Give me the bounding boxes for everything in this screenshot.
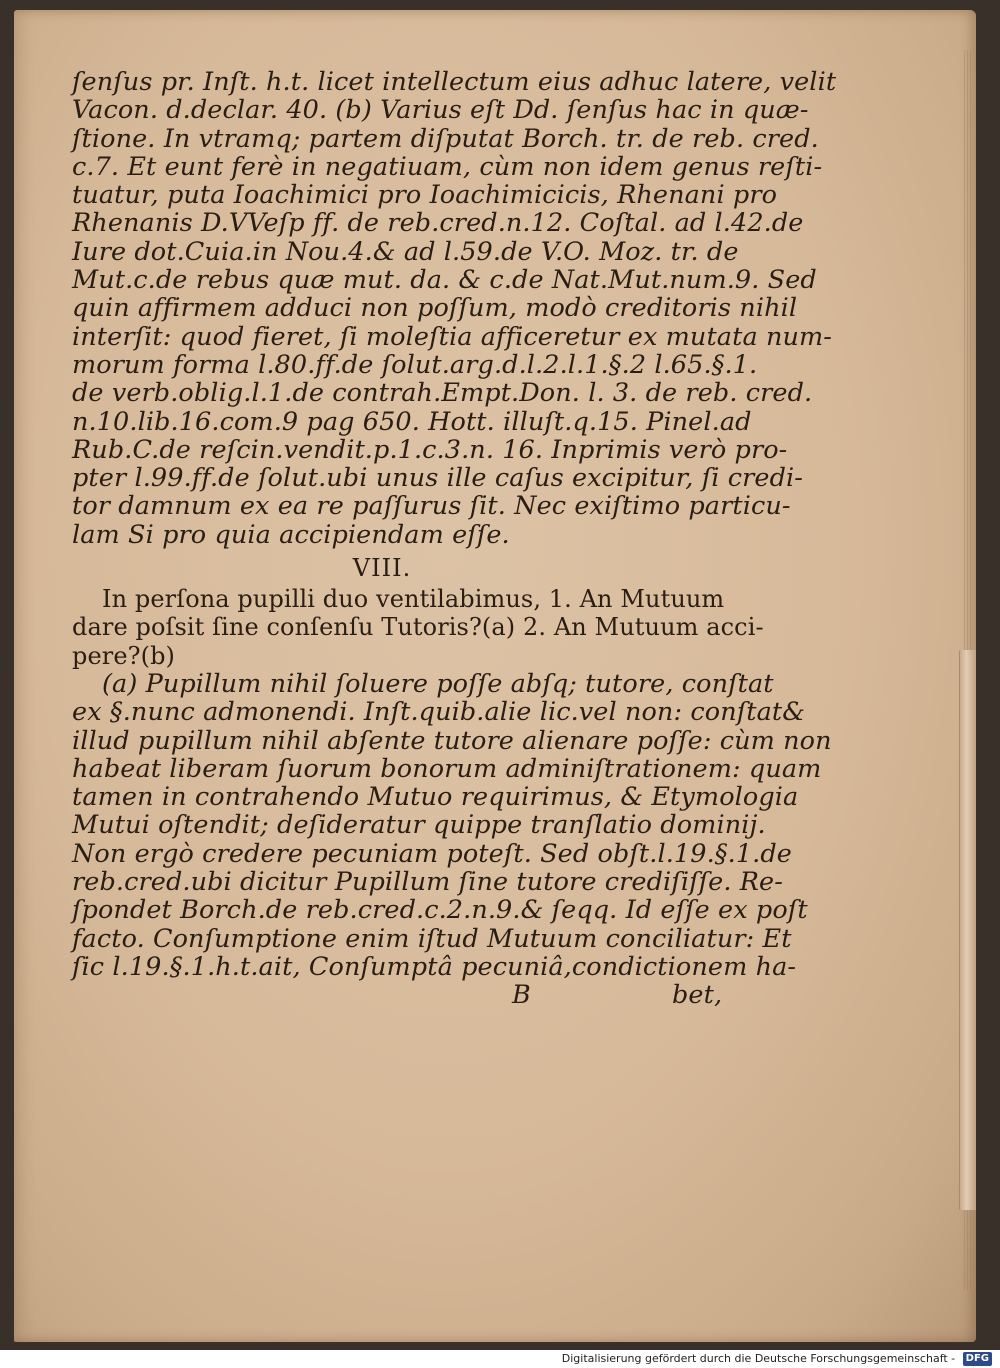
text-line: n.10.lib.16.com.9 pag 650. Hott. illuſt.q.15. Pinel.ad bbox=[72, 406, 752, 437]
text-line: morum forma l.80.ff.de ſolut.arg.d.l.2.l.1.§.2 l.65.§.1. bbox=[72, 349, 758, 380]
main-text-line: dare poſsit ſine conſenſu Tutoris?(a) 2. An Mutuum acci- bbox=[72, 613, 764, 642]
note-line: (a) Pupillum nihil ſoluere poſſe abſq; tutore, conſtat bbox=[102, 668, 774, 699]
text-line: Vacon. d.declar. 40. (b) Varius eſt Dd. ſenſus hac in quæ- bbox=[72, 95, 809, 126]
note-line: ex §.nunc admonendi. Inſt.quib.alie lic.vel non: conſtat& bbox=[72, 697, 806, 728]
note-line: ſic l.19.§.1.h.t.ait, Conſumptâ pecuniâ,condictionem ha- bbox=[72, 951, 797, 982]
note-line: habeat liberam ſuorum bonorum adminiſtrationem: quam bbox=[72, 753, 822, 784]
footer-credit bbox=[562, 1350, 992, 1368]
catchword: bet, bbox=[672, 980, 723, 1011]
text-line: pter l.99.ff.de ſolut.ubi unus ille caſus excipitur, ſi credi- bbox=[72, 463, 803, 494]
text-line: Rub.C.de reſcin.vendit.p.1.c.3.n. 16. Inprimis verò pro- bbox=[72, 434, 788, 465]
text-line: quin affirmem adduci non poſſum, modò creditoris nihil bbox=[72, 293, 798, 324]
note-line: facto. Conſumptione enim iſtud Mutuum conciliatur: Et bbox=[72, 923, 792, 954]
note-line: tamen in contrahendo Mutuo requirimus, & Etymologia bbox=[72, 782, 799, 813]
text-line: interſit: quod fieret, ſi moleſtia afficeretur ex mutata num- bbox=[72, 321, 833, 352]
text-line: tuatur, puta Ioachimici pro Ioachimicicis, Rhenani pro bbox=[72, 180, 778, 211]
text-line: c.7. Et eunt ferè in negatiuam, cùm non idem genus reſti- bbox=[72, 151, 823, 182]
text-line: de verb.oblig.l.1.de contrah.Empt.Don. l. 3. de reb. cred. bbox=[72, 378, 813, 409]
main-text-line: In perſona pupilli duo ventilabimus, 1. An Mutuum bbox=[102, 585, 725, 614]
note-line: reb.cred.ubi dicitur Pupillum ſine tutore crediſiſſe. Re- bbox=[72, 867, 783, 898]
text-line: Rhenanis D.VVeſp ff. de reb.cred.n.12. Coſtal. ad l.42.de bbox=[72, 208, 804, 239]
note-line: Mutui oſtendit; deſideratur quippe tranſlatio dominij. bbox=[72, 810, 766, 841]
dfg-logo: DFG bbox=[963, 1352, 992, 1366]
text-line: Mut.c.de rebus quæ mut. da. & c.de Nat.Mut.num.9. Sed bbox=[72, 265, 817, 296]
text-line: ſenſus pr. Inſt. h.t. licet intellectum eius adhuc latere, velit bbox=[72, 67, 837, 97]
text-line: ſtione. In vtramq; partem diſputat Borch. tr. de reb. cred. bbox=[72, 123, 819, 154]
note-line: ſpondet Borch.de reb.cred.c.2.n.9.& ſeqq. Id eſſe ex poſt bbox=[72, 895, 808, 926]
text-line: Iure dot.Cuia.in Nou.4.& ad l.59.de V.O. Moz. tr. de bbox=[72, 236, 739, 267]
signature-line bbox=[72, 981, 732, 1009]
note-line: Non ergò credere pecuniam poteſt. Sed obſt.l.19.§.1.de bbox=[72, 838, 792, 869]
text-block bbox=[72, 67, 837, 1011]
footer-credit-text: Digitalisierung gefördert durch die Deutsche Forschungsgemeinschaft - bbox=[561, 1352, 956, 1365]
main-text-line: pere?(b) bbox=[72, 641, 175, 670]
signature-mark: B bbox=[512, 980, 531, 1011]
section-heading: VIII. bbox=[352, 554, 412, 583]
text-line: lam Si pro quia accipiendam eſſe. bbox=[72, 519, 510, 550]
text-line: tor damnum ex ea re paſſurus ſit. Nec exiſtimo particu- bbox=[72, 491, 791, 522]
book-page bbox=[14, 10, 976, 1342]
note-line: illud pupillum nihil abſente tutore alienare poſſe: cùm non bbox=[72, 725, 832, 756]
footer-bar bbox=[0, 1350, 1000, 1368]
page-tab-edge bbox=[959, 650, 976, 1210]
